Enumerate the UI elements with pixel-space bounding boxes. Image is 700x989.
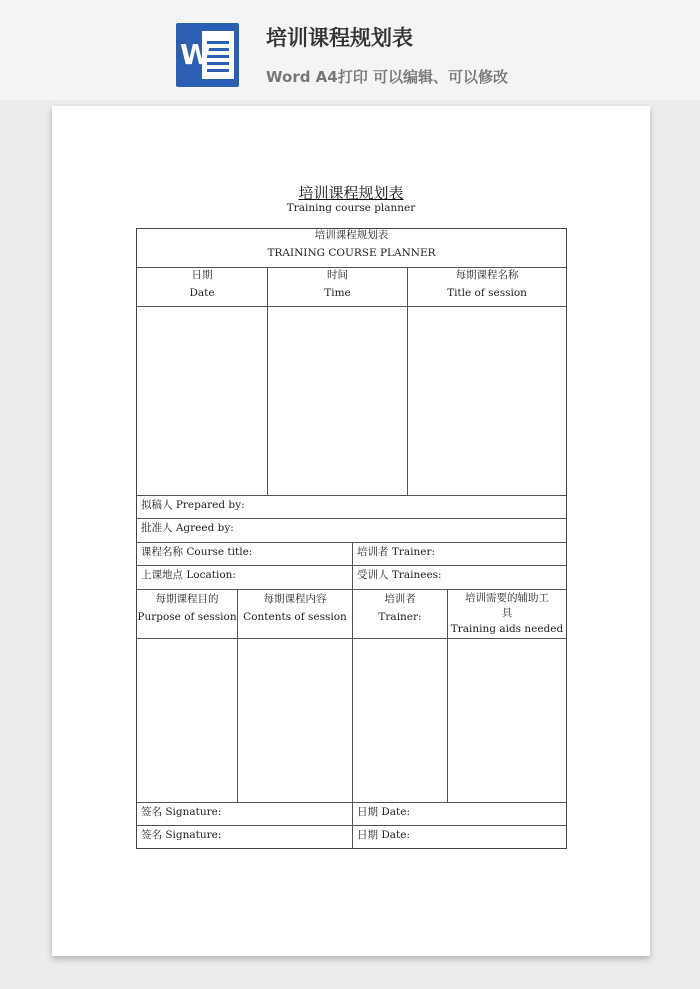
- session-contents-cn: 每期课程内容: [263, 593, 327, 605]
- document-subtitle: Training course planner: [286, 202, 416, 214]
- course-title-label: 课程名称 Course title:: [141, 546, 253, 558]
- signature-label-2: 签名 Signature:: [141, 829, 222, 841]
- table-header-en: TRAINING COURSE PLANNER: [267, 247, 436, 259]
- trainer-label: 培训者 Trainer:: [357, 546, 436, 558]
- column-title-en: Title of session: [447, 287, 527, 299]
- banner-title: 培训课程规划表: [266, 26, 413, 50]
- prepared-by-label: 拟稿人 Prepared by:: [141, 499, 245, 511]
- column-title-cn: 每期课程名称: [455, 269, 519, 281]
- word-letter: W: [180, 38, 211, 71]
- column-date-cn: 日期: [191, 269, 213, 281]
- trainees-label: 受训人 Trainees:: [357, 569, 442, 581]
- column-time-en: Time: [324, 287, 351, 299]
- session-purpose-cn: 每期课程目的: [155, 593, 219, 605]
- session-contents-en: Contents of session: [243, 611, 347, 623]
- header-banner: [0, 0, 700, 100]
- session-purpose-en: Purpose of session: [137, 611, 237, 623]
- banner-subtitle: Word A4打印 可以编辑、可以修改: [266, 68, 508, 86]
- date-label-1: 日期 Date:: [357, 806, 410, 818]
- planner-table: [136, 228, 567, 849]
- column-date-en: Date: [189, 287, 215, 299]
- document-sheet: [52, 106, 650, 956]
- session-trainer-cn: 培训者: [384, 593, 416, 605]
- agreed-by-label: 批准人 Agreed by:: [141, 522, 234, 534]
- table-header-cn: 培训课程规划表: [314, 229, 389, 241]
- session-trainer-en: Trainer:: [378, 611, 422, 623]
- signature-label-1: 签名 Signature:: [141, 806, 222, 818]
- document-title: 培训课程规划表: [298, 184, 404, 202]
- session-aids-cn-wrap: 具: [501, 607, 513, 619]
- location-label: 上课地点 Location:: [141, 569, 236, 581]
- word-icon: [176, 23, 239, 87]
- date-label-2: 日期 Date:: [357, 829, 410, 841]
- column-time-cn: 时间: [327, 269, 348, 281]
- session-aids-cn: 培训需要的辅助工: [465, 592, 549, 604]
- session-aids-en: Training aids needed: [450, 623, 564, 635]
